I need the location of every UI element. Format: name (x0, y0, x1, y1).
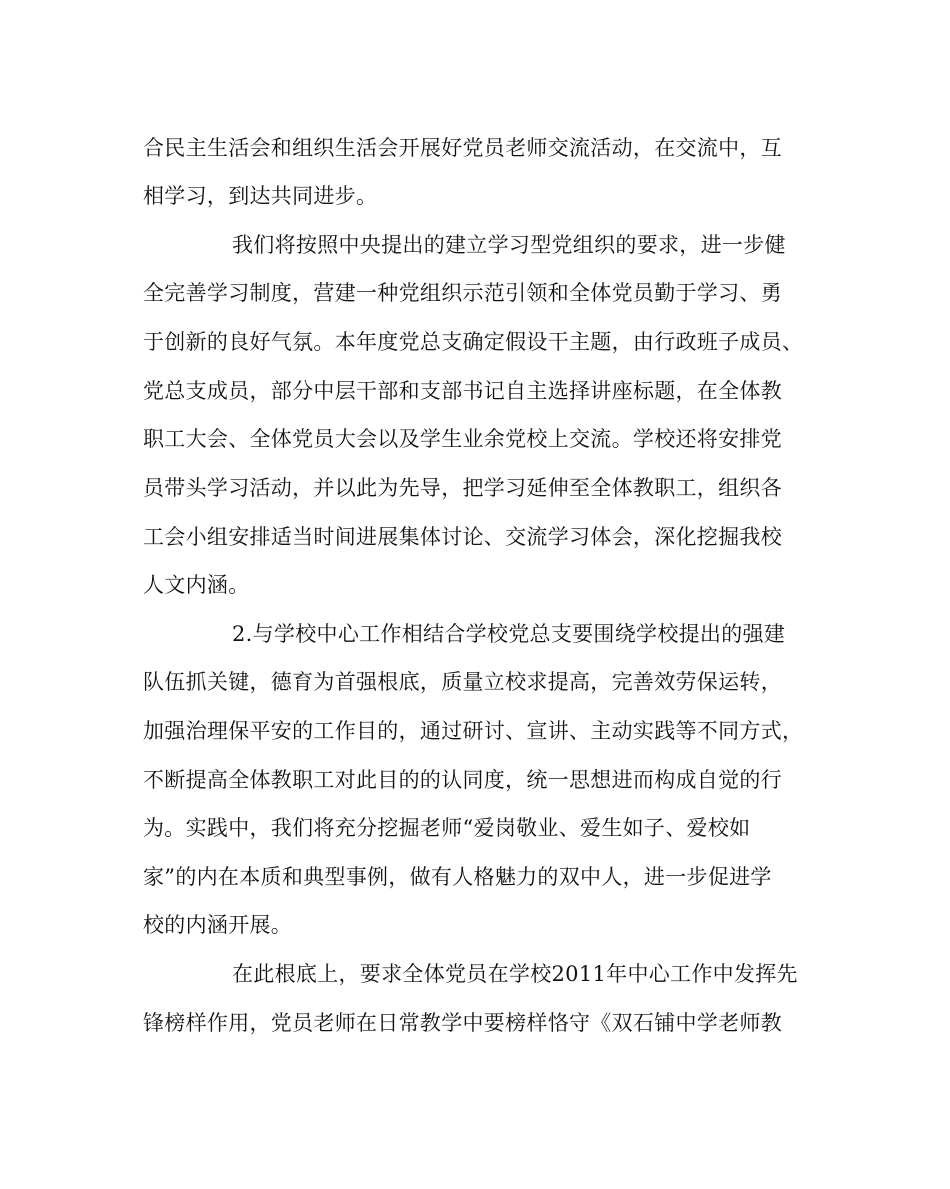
text-line: 校的内涵开展。 (143, 913, 293, 937)
paragraph-first-line: 我们将按照中央提出的建立学习型党组织的要求，进一步健 (232, 233, 786, 257)
paragraph-first-line: 2.与学校中心工作相结合学校党总支要围绕学校提出的强建 (232, 622, 786, 646)
text-line: 相学习，到达共同进步。 (143, 184, 378, 208)
text-line: 加强治理保平安的工作目的，通过研讨、宣讲、主动实践等不同方式， (143, 719, 804, 743)
text-line: 党总支成员，部分中层干部和支部书记自主选择讲座标题，在全体教 (143, 379, 782, 403)
text-line: 人文内涵。 (143, 573, 250, 597)
text-line: 队伍抓关键，德育为首强根底，质量立校求提高，完善效劳保运转， (143, 670, 782, 694)
text-line: 于创新的良好气氛。本年度党总支确定假设干主题，由行政班子成员、 (143, 330, 804, 354)
text-line: 工会小组安排适当时间进展集体讨论、交流学习体会，深化挖掘我校 (143, 525, 782, 549)
paragraph-first-line: 在此根底上，要求全体党员在学校2011年中心工作中发挥先 (232, 962, 798, 986)
text-line: 不断提高全体教职工对此目的的认同度，统一思想进而构成自觉的行 (143, 768, 782, 792)
text-line: 员带头学习活动，并以此为先导，把学习延伸至全体教职工，组织各 (143, 476, 782, 500)
text-line: 家”的内在本质和典型事例，做有人格魅力的双中人，进一步促进学 (143, 865, 772, 889)
text-line: 职工大会、全体党员大会以及学生业余党校上交流。学校还将安排党 (143, 427, 782, 451)
text-line: 锋榜样作用，党员老师在日常教学中要榜样恪守《双石铺中学老师教 (143, 1011, 782, 1035)
text-line: 为。实践中，我们将充分挖掘老师“爱岗敬业、爱生如子、爱校如 (143, 816, 751, 840)
text-line: 合民主生活会和组织生活会开展好党员老师交流活动，在交流中，互 (143, 136, 782, 160)
text-line: 全完善学习制度，营建一种党组织示范引领和全体党员勤于学习、勇 (143, 281, 782, 305)
